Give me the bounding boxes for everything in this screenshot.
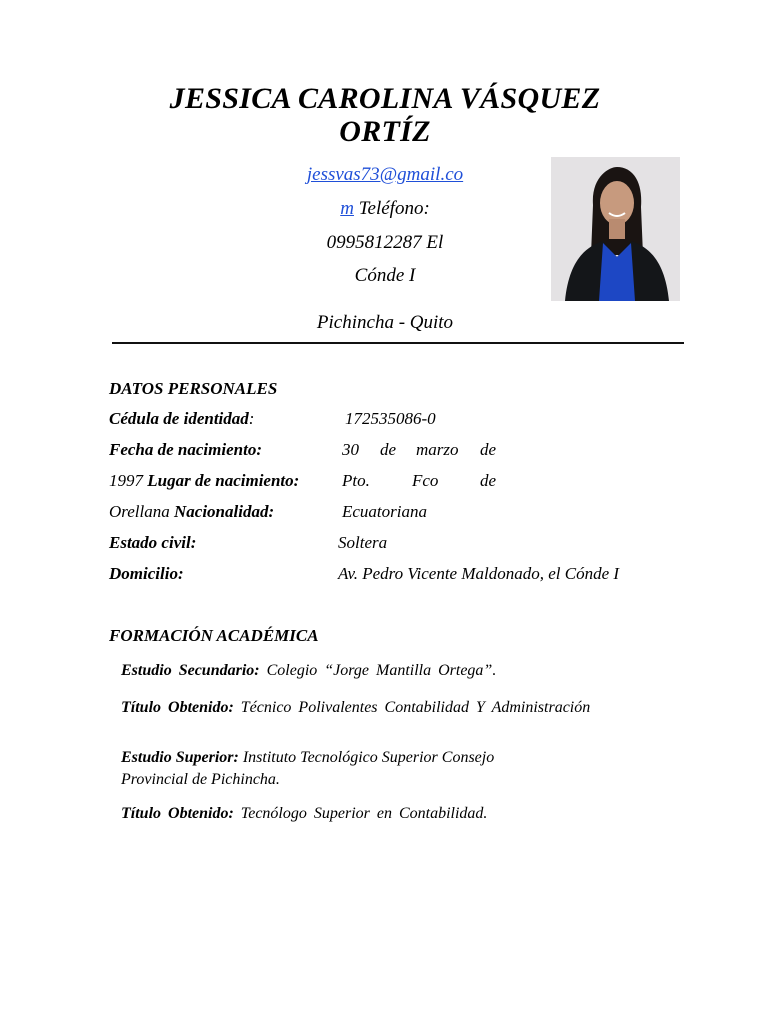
email-link[interactable]: jessvas73@gmail.co — [306, 164, 464, 185]
birthplace-part-4: Orellana — [109, 502, 170, 521]
secondary-value: Colegio “Jorge Mantilla Ortega”. — [266, 662, 497, 679]
address-line-2: Pichincha - Quito — [316, 312, 454, 333]
home-value: Av. Pedro Vicente Maldonado, el Cónde I — [338, 564, 620, 583]
profile-photo — [551, 157, 680, 301]
civil-value: Soltera — [338, 533, 388, 552]
secondary-label: Estudio Secundario: — [121, 662, 260, 679]
nationality-row — [109, 502, 274, 522]
personal-data-heading: DATOS PERSONALES — [109, 379, 278, 398]
birthplace-row — [109, 471, 299, 491]
secondary-title-label: Título Obtenido: — [121, 699, 234, 716]
candidate-name — [120, 82, 650, 148]
name-line-1: JESSICA CAROLINA VÁSQUEZ — [169, 82, 601, 115]
address-line-1: Cónde I — [354, 265, 416, 286]
birthplace-part-3: de — [480, 471, 497, 490]
email-phone-line — [260, 198, 510, 220]
civil-row — [109, 533, 196, 553]
nationality-value: Ecuatoriana — [342, 502, 427, 521]
name-line-2: ORTÍZ — [339, 115, 431, 148]
higher-value-line-1: Instituto Tecnológico Superior Consejo — [242, 749, 495, 766]
birth-month: marzo — [416, 440, 459, 459]
birth-de-2: de — [480, 440, 497, 459]
higher-title-label: Título Obtenido: — [121, 805, 234, 822]
cedula-label: Cédula de identidad — [109, 409, 249, 428]
phone-value: 0995812287 El — [326, 232, 444, 253]
education-heading: FORMACIÓN ACADÉMICA — [109, 626, 319, 645]
home-row — [109, 564, 184, 584]
higher-label: Estudio Superior: — [121, 749, 239, 766]
secondary-title — [121, 697, 590, 719]
civil-label: Estado civil: — [109, 533, 197, 552]
higher-title-value: Tecnólogo Superior en Contabilidad. — [240, 805, 488, 822]
birth-row — [109, 440, 262, 460]
profile-photo-image — [551, 157, 680, 301]
email-line — [260, 164, 510, 186]
birth-de-1: de — [380, 440, 397, 459]
header-divider — [112, 342, 684, 344]
birth-day: 30 — [342, 440, 359, 459]
secondary-title-value: Técnico Polivalentes Contabilidad Y Administración — [240, 699, 591, 716]
birthplace-part-1: Pto. — [342, 471, 370, 490]
higher-value-line-2: Provincial de Pichincha. — [121, 771, 280, 788]
phone-line — [260, 232, 510, 254]
cedula-row: Cédula de identidad: — [109, 409, 255, 428]
email-link-end[interactable]: m — [340, 198, 354, 219]
birth-year: 1997 — [109, 471, 143, 490]
home-label: Domicilio: — [109, 564, 184, 583]
nationality-label: Nacionalidad: — [174, 502, 275, 521]
birthplace-label: Lugar de nacimiento: — [147, 471, 300, 490]
secondary-study — [121, 660, 496, 682]
higher-study — [121, 747, 494, 791]
higher-title — [121, 803, 487, 825]
birthplace-part-2: Fco — [412, 471, 439, 490]
phone-label: Teléfono: — [353, 198, 430, 219]
cedula-value: 172535086-0 — [345, 409, 436, 428]
birth-label: Fecha de nacimiento: — [109, 440, 262, 459]
